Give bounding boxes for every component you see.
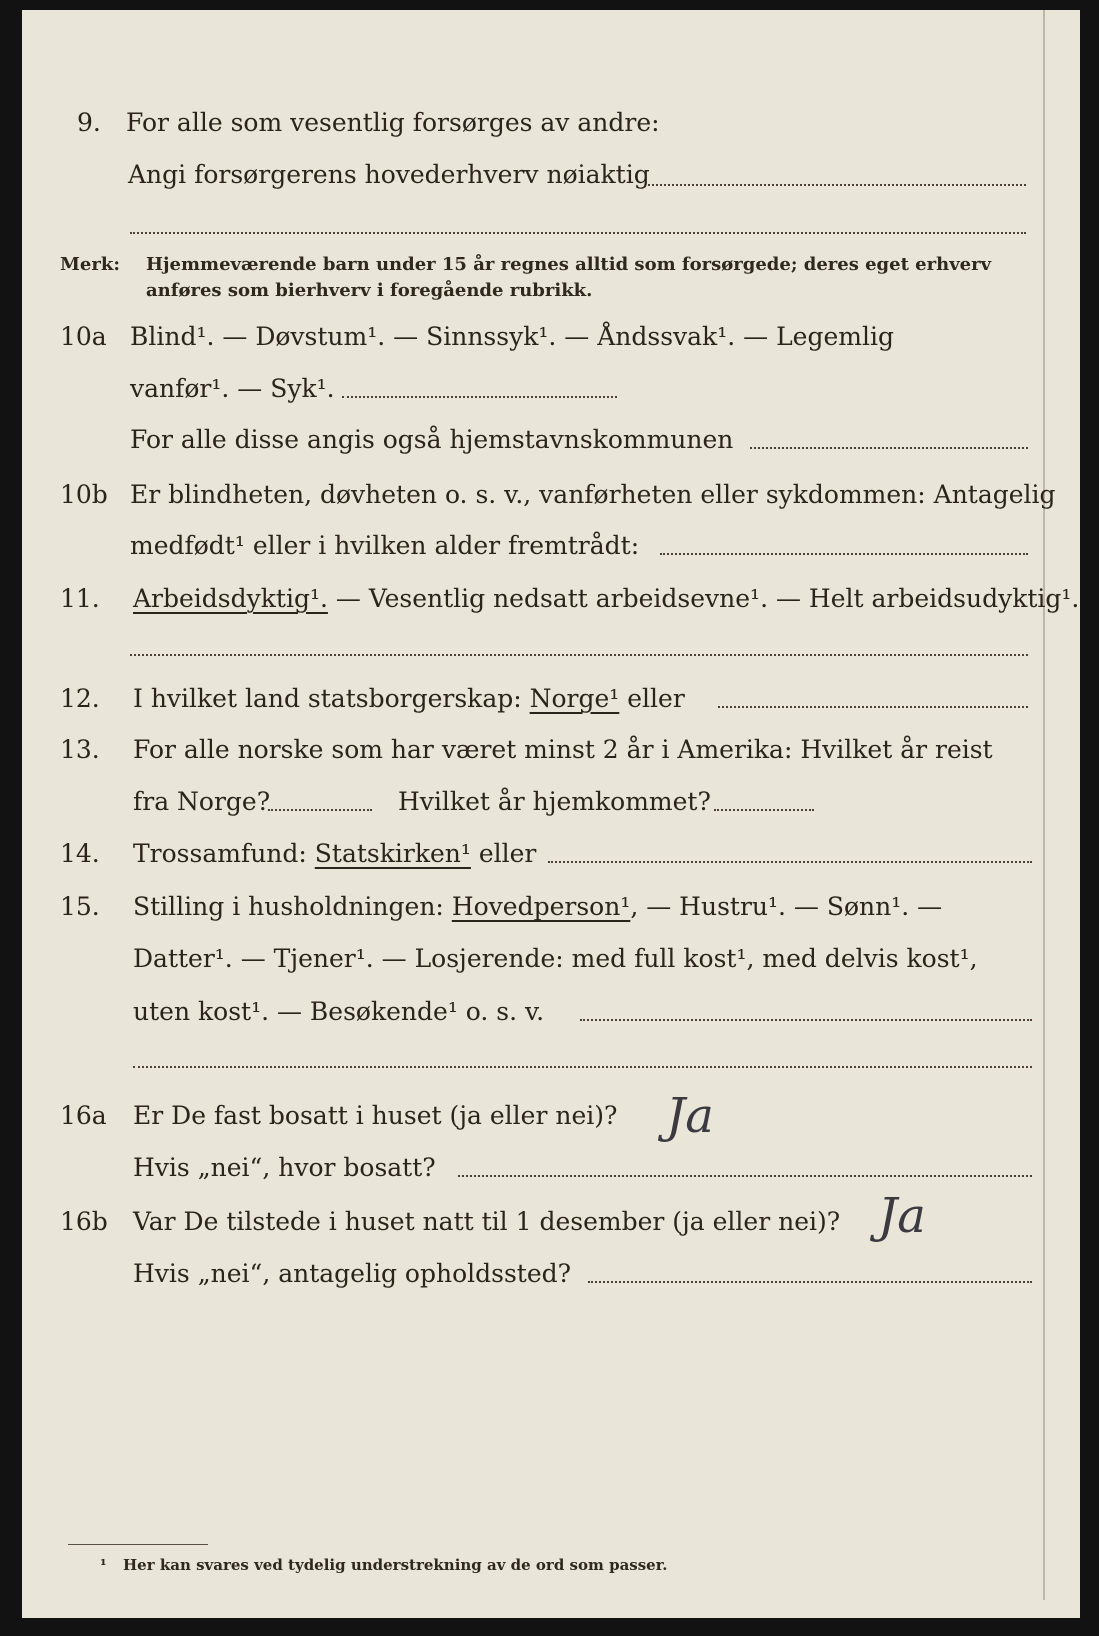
q10b-answer-line[interactable] <box>660 553 1028 555</box>
q9-line2: Angi forsørgerens hovederhverv nøiaktig <box>128 160 650 189</box>
q13-line2b: Hvilket år hjemkommet? <box>398 787 711 816</box>
q10a-line2: vanfør¹. — Syk¹. <box>130 374 335 403</box>
q9-line1: For alle som vesentlig forsørges av andre: <box>126 108 660 137</box>
q14-statskirken-underlined: Statskirken¹ <box>314 839 471 868</box>
q15-answer-line[interactable] <box>580 1019 1032 1021</box>
q11-rest: — Vesentlig nedsatt arbeidsevne¹. — Helt arbeidsudyktig¹. <box>327 584 1080 613</box>
q16a-line2: Hvis „nei“, hvor bosatt? <box>133 1153 436 1182</box>
q9-number: 9. <box>77 108 101 137</box>
q16b-line2: Hvis „nei“, antagelig opholdssted? <box>133 1259 572 1288</box>
q16a-line1: Er De fast bosatt i huset (ja eller nei)? <box>133 1101 618 1130</box>
q15-hovedperson-underlined: Hovedperson¹ <box>451 892 631 921</box>
merk-label: Merk: <box>60 254 120 275</box>
q14-number: 14. <box>60 839 100 868</box>
q16b-handwritten-answer: Ja <box>878 1188 926 1244</box>
q16a-number: 16a <box>60 1101 107 1130</box>
q9-answer-line-2[interactable] <box>130 232 1026 234</box>
q15-label: Stilling i husholdningen: <box>133 892 452 921</box>
q13-line2a: fra Norge? <box>133 787 271 816</box>
q12-eller: eller <box>619 684 685 713</box>
q12-label: I hvilket land statsborgerskap: <box>133 684 530 713</box>
q10b-line1: Er blindheten, døvheten o. s. v., vanførheten eller sykdommen: Antagelig <box>130 480 1056 509</box>
q13-reist-answer-line[interactable] <box>268 809 372 811</box>
q14-label: Trossamfund: <box>133 839 315 868</box>
q10b-number: 10b <box>60 480 108 509</box>
q12-answer-line[interactable] <box>718 706 1028 708</box>
q10a-line1: Blind¹. — Døvstum¹. — Sinnssyk¹. — Åndssvak¹. — Legemlig <box>130 322 894 351</box>
merk-line1: Hjemmeværende barn under 15 år regnes alltid som forsørgede; deres eget erhverv <box>146 254 992 275</box>
q16b-number: 16b <box>60 1207 108 1236</box>
q11-number: 11. <box>60 584 100 613</box>
q13-hjemkommet-answer-line[interactable] <box>714 809 814 811</box>
q10a-line3: For alle disse angis også hjemstavnskommunen <box>130 425 734 454</box>
footnote-mark: ¹ <box>100 1556 107 1574</box>
q15-line2: Datter¹. — Tjener¹. — Losjerende: med full kost¹, med delvis kost¹, <box>133 944 978 973</box>
q15-rest: , — Hustru¹. — Sønn¹. — <box>630 892 943 921</box>
q9-answer-line[interactable] <box>648 184 1026 186</box>
q11-answer-line[interactable] <box>130 654 1028 656</box>
q14-answer-line[interactable] <box>548 861 1032 863</box>
q15-line1 <box>133 892 942 922</box>
q13-line1: For alle norske som har været minst 2 år i Amerika: Hvilket år reist <box>133 735 993 764</box>
q16b-answer-line[interactable] <box>588 1281 1032 1283</box>
q10a-number: 10a <box>60 322 107 351</box>
q16b-line1: Var De tilstede i huset natt til 1 desember (ja eller nei)? <box>133 1207 841 1236</box>
footnote-rule <box>68 1544 208 1545</box>
q14-eller: eller <box>470 839 537 868</box>
merk-line2: anføres som bierhverv i foregående rubrikk. <box>146 280 593 301</box>
q16a-handwritten-answer: Ja <box>666 1088 714 1144</box>
q11-text <box>133 584 1079 614</box>
q15-answer-line-2[interactable] <box>133 1066 1032 1068</box>
q10a-syk-answer-line[interactable] <box>342 396 617 398</box>
q10a-hjemstavn-answer-line[interactable] <box>750 447 1028 449</box>
footnote-text: Her kan svares ved tydelig understrekning av de ord som passer. <box>123 1556 668 1574</box>
q12-number: 12. <box>60 684 100 713</box>
page-fold-edge <box>1043 10 1045 1600</box>
q13-number: 13. <box>60 735 100 764</box>
q15-line3: uten kost¹. — Besøkende¹ o. s. v. <box>133 997 545 1026</box>
q15-number: 15. <box>60 892 100 921</box>
q12-text <box>133 684 685 714</box>
q16a-answer-line[interactable] <box>458 1175 1032 1177</box>
q14-text <box>133 839 536 869</box>
q12-norge-underlined: Norge¹ <box>529 684 620 713</box>
q11-arbeidsdyktig-underlined: Arbeidsdyktig¹. <box>133 584 328 613</box>
q10b-line2: medfødt¹ eller i hvilken alder fremtrådt: <box>130 531 640 560</box>
